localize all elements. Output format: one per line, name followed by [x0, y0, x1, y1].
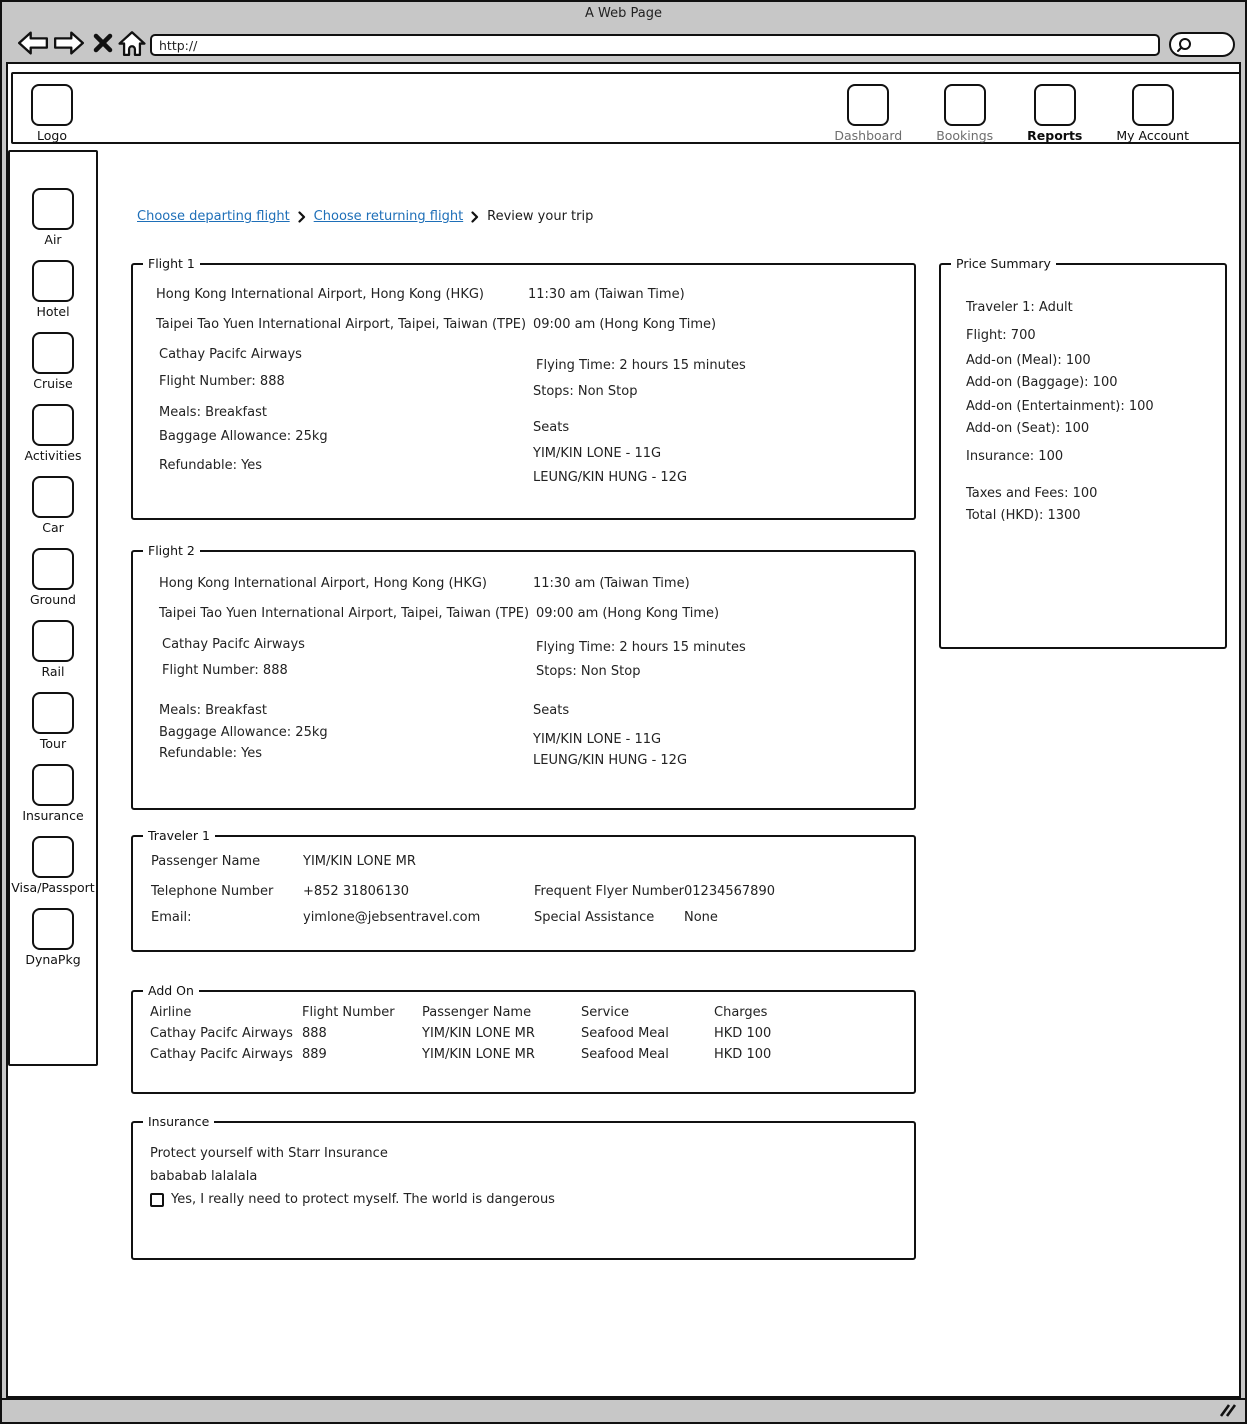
email-value: yimlone@jebsentravel.com [303, 910, 481, 925]
telephone-value: +852 31806130 [303, 884, 410, 899]
email-label: Email: [151, 910, 192, 925]
addon-row2-passenger-name: YIM/KIN LONE MR [422, 1047, 535, 1062]
addon-row2-charges: HKD 100 [714, 1047, 772, 1062]
flight-2-seats-label: Seats [533, 703, 570, 718]
nav-label-my-account: My Account [1116, 128, 1189, 143]
flight-2-origin: Hong Kong International Airport, Hong Kong (HKG) [159, 576, 487, 591]
breadcrumb-current: Review your trip [487, 209, 594, 224]
addon-row1-airline: Cathay Pacifc Airways [150, 1026, 293, 1041]
search-icon [1175, 36, 1195, 54]
price-taxes: Taxes and Fees: 100 [966, 486, 1098, 501]
flight-1-number: Flight Number: 888 [159, 374, 285, 389]
sidebar-label-hotel: Hotel [36, 304, 70, 319]
insurance-checkbox-label: Yes, I really need to protect myself. The world is dangerous [171, 1192, 555, 1207]
insurance-legend: Insurance [143, 1114, 214, 1129]
reports-icon [1034, 84, 1076, 126]
sidebar-item-rail[interactable] [32, 620, 74, 679]
flight-1-destination: Taipei Tao Yuen International Airport, Taipei, Taiwan (TPE) [156, 317, 527, 332]
flight-2-origin-time: 11:30 am (Taiwan Time) [533, 576, 690, 591]
flight-1-seat-2: LEUNG/KIN HUNG - 12G [533, 470, 688, 485]
flight-1-meals: Meals: Breakfast [159, 405, 267, 420]
nav-item-my-account[interactable] [1116, 84, 1189, 143]
flight-2-baggage: Baggage Allowance: 25kg [159, 725, 328, 740]
sidebar-item-tour[interactable] [32, 692, 74, 751]
sidebar-label-insurance: Insurance [22, 808, 84, 823]
add-on-legend: Add On [143, 983, 199, 998]
addon-header-flight-number: Flight Number [302, 1005, 395, 1020]
logo-label: Logo [37, 128, 67, 143]
flight-1-flying-time: Flying Time: 2 hours 15 minutes [536, 358, 746, 373]
addon-row2-service: Seafood Meal [581, 1047, 669, 1062]
nav-item-dashboard[interactable] [834, 84, 902, 143]
sidebar-label-car: Car [42, 520, 64, 535]
sidebar-label-visa-passport: Visa/Passport [11, 880, 95, 895]
special-assistance-value: None [684, 910, 718, 925]
sidebar-item-insurance[interactable] [22, 764, 83, 823]
flight-2-destination-time: 09:00 am (Hong Kong Time) [536, 606, 720, 621]
addon-row1-flight-number: 888 [302, 1026, 327, 1041]
activities-icon [32, 404, 74, 446]
flight-2-number: Flight Number: 888 [162, 663, 288, 678]
breadcrumb [137, 209, 593, 224]
my-account-icon [1132, 84, 1174, 126]
top-nav [834, 84, 1189, 143]
price-addon-meal: Add-on (Meal): 100 [966, 353, 1091, 368]
traveler-1-panel [131, 828, 916, 952]
frequent-flyer-value: 01234567890 [684, 884, 775, 899]
insurance-checkbox[interactable] [150, 1193, 164, 1207]
sidebar-item-cruise[interactable] [32, 332, 74, 391]
car-icon [32, 476, 74, 518]
dashboard-icon [847, 84, 889, 126]
breadcrumb-link-returning[interactable]: Choose returning flight [313, 209, 464, 224]
flight-2-legend: Flight 2 [143, 543, 200, 558]
logo-image-placeholder [31, 84, 73, 126]
sidebar-item-car[interactable] [32, 476, 74, 535]
nav-label-dashboard: Dashboard [834, 128, 903, 143]
chevron-right-icon [471, 211, 479, 223]
flight-1-legend: Flight 1 [143, 256, 200, 271]
home-icon [118, 30, 146, 56]
sidebar-label-air: Air [44, 232, 62, 247]
air-icon [32, 188, 74, 230]
flight-2-stops: Stops: Non Stop [536, 664, 641, 679]
window-title: A Web Page [585, 6, 662, 21]
price-flight: Flight: 700 [966, 328, 1036, 343]
ground-icon [32, 548, 74, 590]
home-button[interactable] [118, 30, 146, 60]
tour-icon [32, 692, 74, 734]
cruise-icon [32, 332, 74, 374]
addon-row1-service: Seafood Meal [581, 1026, 669, 1041]
sidebar-item-hotel[interactable] [32, 260, 74, 319]
flight-1-refundable: Refundable: Yes [159, 458, 263, 473]
flight-1-destination-time: 09:00 am (Hong Kong Time) [533, 317, 717, 332]
logo [29, 84, 75, 143]
price-addon-baggage: Add-on (Baggage): 100 [966, 375, 1118, 390]
nav-item-bookings[interactable] [936, 84, 993, 143]
sidebar-item-ground[interactable] [30, 548, 76, 607]
flight-2-meals: Meals: Breakfast [159, 703, 267, 718]
close-x-icon [92, 32, 114, 54]
nav-label-bookings: Bookings [936, 128, 994, 143]
sidebar-label-activities: Activities [24, 448, 82, 463]
insurance-panel [131, 1114, 916, 1260]
browser-toolbar [2, 28, 1245, 62]
price-addon-seat: Add-on (Seat): 100 [966, 421, 1090, 436]
nav-label-reports: Reports [1027, 128, 1083, 143]
flight-1-origin-time: 11:30 am (Taiwan Time) [528, 287, 685, 302]
sidebar-item-visa-passport[interactable] [11, 836, 94, 895]
chevron-right-icon [298, 211, 306, 223]
insurance-line-1: Protect yourself with Starr Insurance [150, 1146, 388, 1161]
sidebar-label-cruise: Cruise [33, 376, 73, 391]
nav-item-reports[interactable] [1027, 84, 1082, 143]
flight-1-panel [131, 256, 916, 520]
insurance-line-2: bababab lalalala [150, 1169, 258, 1184]
addon-header-airline: Airline [150, 1005, 192, 1020]
url-input[interactable] [150, 34, 1160, 56]
passenger-name-label: Passenger Name [151, 854, 261, 869]
flight-1-baggage: Baggage Allowance: 25kg [159, 429, 328, 444]
price-summary-legend: Price Summary [951, 256, 1056, 271]
addon-row1-passenger-name: YIM/KIN LONE MR [422, 1026, 535, 1041]
addon-header-charges: Charges [714, 1005, 768, 1020]
special-assistance-label: Special Assistance [534, 910, 655, 925]
forward-arrow-icon [54, 30, 84, 56]
sidebar-item-air[interactable] [32, 188, 74, 247]
back-arrow-icon [18, 30, 48, 56]
addon-header-service: Service [581, 1005, 630, 1020]
back-button[interactable] [18, 30, 48, 60]
sidebar [8, 150, 98, 1066]
hotel-icon [32, 260, 74, 302]
sidebar-label-tour: Tour [39, 736, 67, 751]
resize-handle-icon[interactable] [1219, 1403, 1237, 1422]
addon-row2-airline: Cathay Pacifc Airways [150, 1047, 293, 1062]
flight-2-seat-1: YIM/KIN LONE - 11G [533, 732, 662, 747]
price-insurance: Insurance: 100 [966, 449, 1064, 464]
status-bar [2, 1398, 1245, 1422]
price-summary-panel [939, 256, 1227, 649]
flight-2-destination: Taipei Tao Yuen International Airport, Taipei, Taiwan (TPE) [159, 606, 530, 621]
dynapkg-icon [32, 908, 74, 950]
addon-header-passenger-name: Passenger Name [422, 1005, 532, 1020]
price-addon-entertainment: Add-on (Entertainment): 100 [966, 399, 1154, 414]
flight-1-seats-label: Seats [533, 420, 570, 435]
flight-2-airline: Cathay Pacifc Airways [162, 637, 305, 652]
app-header [11, 72, 1241, 144]
addon-row1-charges: HKD 100 [714, 1026, 772, 1041]
insurance-icon [32, 764, 74, 806]
flight-2-panel [131, 543, 916, 810]
price-total: Total (HKD): 1300 [966, 508, 1081, 523]
flight-1-seat-1: YIM/KIN LONE - 11G [533, 446, 662, 461]
sidebar-label-rail: Rail [41, 664, 65, 679]
flight-1-stops: Stops: Non Stop [533, 384, 638, 399]
sidebar-label-dynapkg: DynaPkg [25, 952, 81, 967]
flight-2-refundable: Refundable: Yes [159, 746, 263, 761]
forward-button[interactable] [54, 30, 84, 60]
flight-2-flying-time: Flying Time: 2 hours 15 minutes [536, 640, 746, 655]
flight-2-seat-2: LEUNG/KIN HUNG - 12G [533, 753, 688, 768]
add-on-panel [131, 983, 916, 1094]
passenger-name-value: YIM/KIN LONE MR [303, 854, 416, 869]
frequent-flyer-label: Frequent Flyer Number [534, 884, 685, 899]
sidebar-label-ground: Ground [30, 592, 76, 607]
sidebar-item-activities[interactable] [24, 404, 81, 463]
sidebar-item-dynapkg[interactable] [25, 908, 80, 967]
breadcrumb-link-departing[interactable]: Choose departing flight [137, 209, 290, 224]
telephone-label: Telephone Number [151, 884, 274, 899]
page-content [6, 62, 1241, 1398]
addon-row2-flight-number: 889 [302, 1047, 327, 1062]
search-button[interactable] [1169, 32, 1235, 57]
price-traveler: Traveler 1: Adult [966, 300, 1073, 315]
visa-passport-icon [32, 836, 74, 878]
flight-1-origin: Hong Kong International Airport, Hong Kong (HKG) [156, 287, 484, 302]
bookings-icon [944, 84, 986, 126]
rail-icon [32, 620, 74, 662]
flight-1-airline: Cathay Pacifc Airways [159, 347, 302, 362]
stop-button[interactable] [92, 32, 114, 58]
traveler-1-legend: Traveler 1 [143, 828, 215, 843]
